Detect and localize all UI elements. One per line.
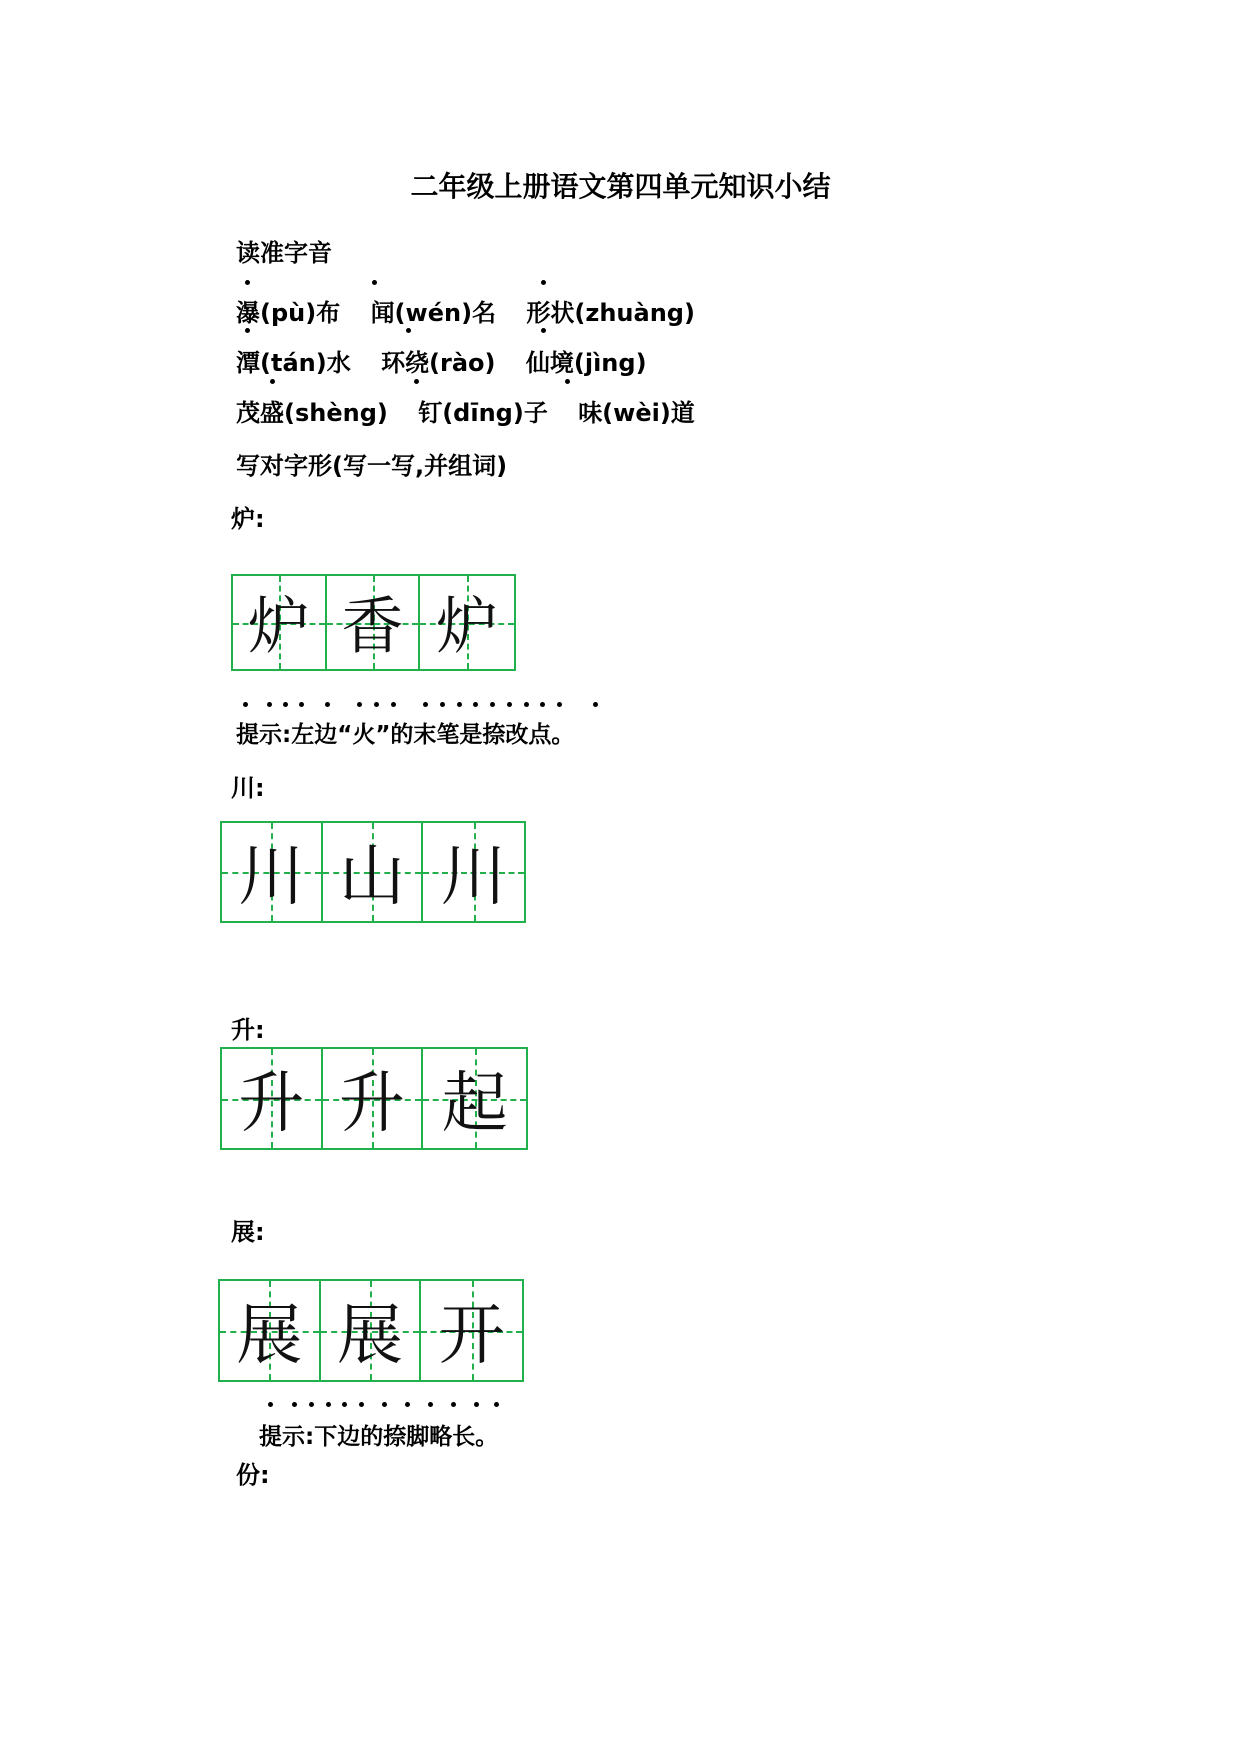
char-label: 升: bbox=[231, 1016, 265, 1044]
emphasis-dot bbox=[359, 1402, 364, 1407]
emphasis-dot bbox=[490, 702, 495, 707]
emphasis-dot bbox=[391, 702, 396, 707]
emphasis-dot bbox=[440, 702, 445, 707]
char-label: 炉: bbox=[231, 505, 265, 533]
emphasis-dot bbox=[524, 702, 529, 707]
grid-cell bbox=[323, 1049, 424, 1148]
pinyin-word: 潭(tán)水 bbox=[236, 349, 351, 377]
grid-character: 开 bbox=[438, 1296, 505, 1374]
pinyin-word: 环绕(rào) bbox=[381, 349, 496, 377]
emphasis-dot bbox=[473, 702, 478, 707]
grid-cell bbox=[420, 576, 514, 669]
emphasis-dot bbox=[325, 702, 330, 707]
pinyin-word: 茂盛(shèng) bbox=[236, 399, 388, 427]
emphasis-dot bbox=[382, 1402, 387, 1407]
emphasis-dot bbox=[494, 1402, 499, 1407]
grid-character: 炉 bbox=[247, 589, 310, 663]
emphasis-dot bbox=[372, 280, 377, 285]
page-title: 二年级上册语文第四单元知识小结 bbox=[410, 170, 831, 203]
emphasis-dot bbox=[414, 379, 419, 384]
emphasis-dot bbox=[565, 379, 570, 384]
grid-cell bbox=[222, 1049, 323, 1148]
emphasis-dot bbox=[374, 702, 379, 707]
pinyin-word: 闻(wén)名 bbox=[370, 299, 497, 327]
grid-character: 山 bbox=[339, 837, 405, 915]
emphasis-dot bbox=[270, 379, 275, 384]
grid-character: 展 bbox=[337, 1296, 403, 1374]
emphasis-dot bbox=[457, 702, 462, 707]
emphasis-dot bbox=[423, 702, 428, 707]
writing-grid bbox=[218, 1279, 524, 1382]
emphasis-dot bbox=[357, 702, 362, 707]
grid-cell bbox=[423, 1049, 526, 1148]
emphasis-dot bbox=[540, 702, 545, 707]
emphasis-dot bbox=[474, 1402, 479, 1407]
emphasis-dot bbox=[268, 1402, 273, 1407]
emphasis-dot bbox=[451, 1402, 456, 1407]
emphasis-dot bbox=[507, 702, 512, 707]
grid-cell bbox=[323, 823, 424, 921]
grid-cell bbox=[421, 1281, 522, 1380]
section-heading-writing: 写对字形(写一写,并组词) bbox=[236, 452, 508, 480]
writing-grid bbox=[220, 1047, 528, 1150]
grid-cell bbox=[220, 1281, 321, 1380]
writing-grid bbox=[231, 574, 516, 671]
emphasis-dot bbox=[283, 702, 288, 707]
emphasis-dot bbox=[243, 702, 248, 707]
emphasis-dot bbox=[245, 280, 250, 285]
pinyin-word: 仙境(jìng) bbox=[525, 349, 647, 377]
char-label: 份: bbox=[236, 1461, 270, 1489]
hint-text: 提示:左边“火”的末笔是捺改点。 bbox=[236, 722, 575, 748]
grid-cell bbox=[321, 1281, 422, 1380]
pinyin-row bbox=[236, 293, 695, 328]
emphasis-dot bbox=[292, 1402, 297, 1407]
pinyin-word: 钉(dīng)子 bbox=[418, 399, 548, 427]
char-label: 展: bbox=[231, 1218, 265, 1246]
emphasis-dot bbox=[342, 1402, 347, 1407]
emphasis-dot bbox=[267, 702, 272, 707]
grid-cell bbox=[327, 576, 421, 669]
emphasis-dot bbox=[557, 702, 562, 707]
hint-text: 提示:下边的捺脚略长。 bbox=[259, 1424, 499, 1450]
pinyin-row bbox=[236, 393, 695, 428]
char-label: 川: bbox=[231, 774, 265, 802]
grid-character: 升 bbox=[339, 1064, 406, 1142]
emphasis-dot bbox=[405, 1402, 410, 1407]
pinyin-row bbox=[236, 343, 647, 378]
emphasis-dot bbox=[309, 1402, 314, 1407]
grid-character: 香 bbox=[341, 589, 404, 663]
section-heading-pronunciation: 读准字音 bbox=[236, 239, 332, 267]
grid-character: 展 bbox=[236, 1296, 303, 1374]
emphasis-dot bbox=[541, 328, 546, 333]
emphasis-dot bbox=[428, 1402, 433, 1407]
emphasis-dot bbox=[541, 280, 546, 285]
emphasis-dot bbox=[593, 702, 598, 707]
emphasis-dot bbox=[326, 1402, 331, 1407]
grid-cell bbox=[222, 823, 323, 921]
grid-cell bbox=[423, 823, 524, 921]
grid-character: 起 bbox=[441, 1064, 508, 1142]
pinyin-word: 瀑(pù)布 bbox=[236, 299, 341, 327]
grid-character: 川 bbox=[440, 837, 507, 915]
pinyin-word: 形状(zhuàng) bbox=[526, 299, 695, 327]
grid-character: 升 bbox=[238, 1064, 305, 1142]
grid-cell bbox=[233, 576, 327, 669]
writing-grid bbox=[220, 821, 526, 923]
grid-character: 炉 bbox=[436, 589, 499, 663]
emphasis-dot bbox=[406, 328, 411, 333]
emphasis-dot bbox=[299, 702, 304, 707]
grid-character: 川 bbox=[238, 837, 305, 915]
emphasis-dot bbox=[245, 328, 250, 333]
pinyin-word: 味(wèi)道 bbox=[578, 399, 695, 427]
